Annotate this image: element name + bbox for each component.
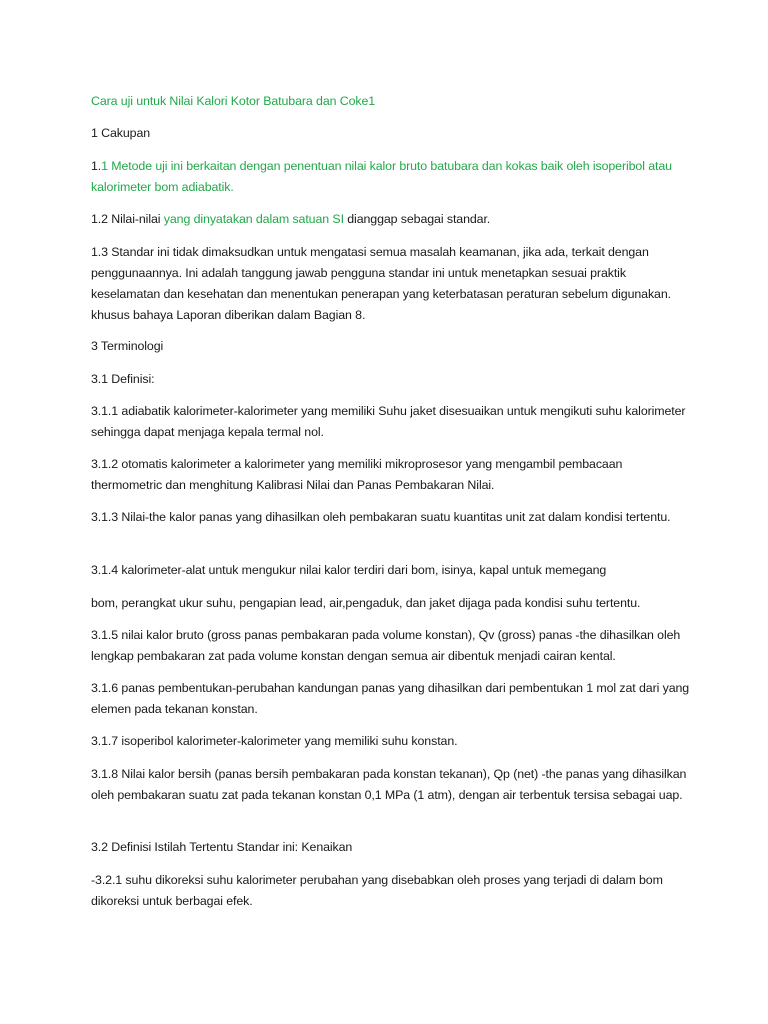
section-heading-cakupan: 1 Cakupan <box>91 126 151 140</box>
paragraph-1-2-end: dianggap sebagai standar. <box>343 212 491 226</box>
definition-3-1-8: 3.1.8 Nilai kalor bersih (panas bersih pembakaran pada konstan tekanan), Qp (net) -the panas yang dihasilkan oleh pembakaran suatu zat pada tekanan konstan 0,1 MPa (1 atm), dengan air terbentuk tersisa sebagai uap. <box>91 767 687 802</box>
document-title: Cara uji untuk Nilai Kalori Kotor Batubara dan Coke1 <box>91 94 376 108</box>
paragraph-1-2 <box>91 209 691 230</box>
subsection-heading-3-2: 3.2 Definisi Istilah Tertentu Standar ini: Kenaikan <box>91 840 353 854</box>
paragraph-1-3: 1.3 Standar ini tidak dimaksudkan untuk mengatasi semua masalah keamanan, jika ada, terkait dengan penggunaannya. Ini adalah tanggung jawab pengguna standar ini untuk menetapkan sesuai praktik keselamatan dan kesehatan dan menentukan penerapan yang keterbatasan peraturan sebelum digunakan. khusus bahaya Laporan diberikan dalam Bagian 8. <box>91 245 671 322</box>
paragraph-1-1 <box>91 156 691 198</box>
definition-3-1-1: 3.1.1 adiabatik kalorimeter-kalorimeter yang memiliki Suhu jaket disesuaikan untuk mengikuti suhu kalorimeter sehingga dapat menjaga kepala termal nol. <box>91 404 686 439</box>
definition-3-1-2: 3.1.2 otomatis kalorimeter a kalorimeter yang memiliki mikroprosesor yang mengambil pembacaan thermometric dan menghitung Kalibrasi Nilai dan Panas Pembakaran Nilai. <box>91 457 623 492</box>
definition-3-1-6: 3.1.6 panas pembentukan-perubahan kandungan panas yang dihasilkan dari pembentukan 1 mol zat dari yang elemen pada tekanan konstan. <box>91 681 690 716</box>
definition-3-1-4-line2: bom, perangkat ukur suhu, pengapian lead, air,pengaduk, dan jaket dijaga pada kondisi suhu tertentu. <box>91 596 641 610</box>
definition-3-1-7: 3.1.7 isoperibol kalorimeter-kalorimeter yang memiliki suhu konstan. <box>91 734 458 748</box>
subsection-heading-definisi: 3.1 Definisi: <box>91 372 155 386</box>
definition-3-1-4-line1: 3.1.4 kalorimeter-alat untuk mengukur nilai kalor terdiri dari bom, isinya, kapal untuk memegang <box>91 563 607 577</box>
paragraph-1-2-start: 1.2 Nilai-nilai <box>91 212 164 226</box>
definition-3-1-5: 3.1.5 nilai kalor bruto (gross panas pembakaran pada volume konstan), Qv (gross) panas -the dihasilkan oleh lengkap pembakaran zat pada volume konstan dengan semua air dibentuk menjadi cairan kental. <box>91 628 681 663</box>
paragraph-1-1-text: 1 Metode uji ini berkaitan dengan penentuan nilai kalor bruto batubara dan kokas baik oleh isoperibol atau kalorimeter bom adiabatik. <box>91 159 672 194</box>
paragraph-1-2-highlight: yang dinyatakan dalam satuan SI <box>163 212 344 226</box>
section-heading-terminologi: 3 Terminologi <box>91 339 164 353</box>
definition-3-1-3: 3.1.3 Nilai-the kalor panas yang dihasilkan oleh pembakaran suatu kuantitas unit zat dalam kondisi tertentu. <box>91 510 671 524</box>
definition-3-2-1: -3.2.1 suhu dikoreksi suhu kalorimeter perubahan yang disebabkan oleh proses yang terjadi di dalam bom dikoreksi untuk berbagai efek. <box>91 873 663 908</box>
paragraph-1-1-number: 1. <box>91 159 102 173</box>
